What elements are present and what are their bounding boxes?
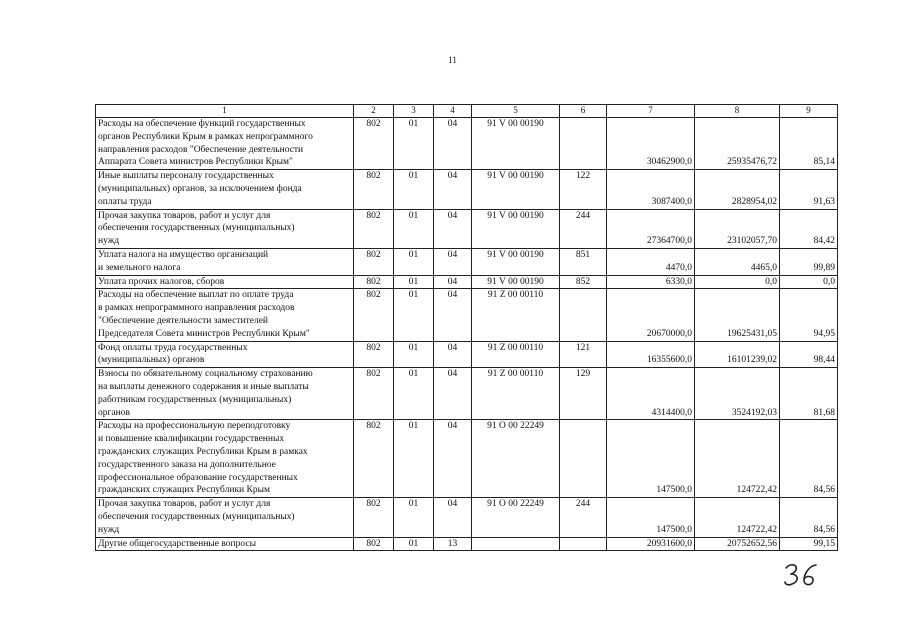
percent-cell: 84,56: [780, 498, 838, 537]
percent-cell: 84,56: [780, 420, 838, 498]
executed-amount-cell: 0,0: [695, 275, 780, 289]
section-cell: 01: [394, 209, 434, 248]
expense-type-cell: [560, 537, 607, 551]
planned-amount-cell: 147500,0: [607, 420, 695, 498]
row-name-cell: Расходы на обеспечение функций государственных органов Республики Крым в рамках непрограммного направления расходов "Обеспечение деятельности Аппарата Совета министров Республики Крым": [96, 118, 354, 170]
column-header: 2: [354, 105, 394, 118]
executed-amount-cell: 124722,42: [695, 498, 780, 537]
planned-amount-cell: 27364700,0: [607, 209, 695, 248]
percent-cell: 85,14: [780, 118, 838, 170]
section-cell: 01: [394, 341, 434, 368]
target-article-cell: 91 Z 00 00110: [472, 289, 560, 341]
expense-type-cell: 121: [560, 341, 607, 368]
planned-amount-cell: 30462900,0: [607, 118, 695, 170]
code-cell: 802: [354, 118, 394, 170]
target-article-cell: 91 Z 00 00110: [472, 341, 560, 368]
column-header: 4: [434, 105, 472, 118]
row-name-cell: Уплата налога на имущество организаций и земельного налога: [96, 248, 354, 275]
table-row: [96, 341, 838, 368]
section-cell: 01: [394, 368, 434, 420]
planned-amount-cell: 16355600,0: [607, 341, 695, 368]
column-header: 1: [96, 105, 354, 118]
planned-amount-cell: 20931600,0: [607, 537, 695, 551]
percent-cell: 99,89: [780, 248, 838, 275]
code-cell: 802: [354, 209, 394, 248]
section-cell: 01: [394, 420, 434, 498]
column-header: 8: [695, 105, 780, 118]
section-cell: 01: [394, 118, 434, 170]
expense-type-cell: [560, 118, 607, 170]
target-article-cell: 91 V 00 00190: [472, 170, 560, 209]
column-header: 9: [780, 105, 838, 118]
executed-amount-cell: 25935476,72: [695, 118, 780, 170]
code-cell: 802: [354, 420, 394, 498]
section-cell: 01: [394, 498, 434, 537]
subsection-cell: 04: [434, 248, 472, 275]
section-cell: 01: [394, 275, 434, 289]
expense-type-cell: [560, 420, 607, 498]
executed-amount-cell: 124722,42: [695, 420, 780, 498]
column-header: 5: [472, 105, 560, 118]
subsection-cell: 04: [434, 498, 472, 537]
row-name-cell: Уплата прочих налогов, сборов: [96, 275, 354, 289]
table-row: [96, 248, 838, 275]
executed-amount-cell: 20752652,56: [695, 537, 780, 551]
planned-amount-cell: 3087400,0: [607, 170, 695, 209]
table-row: [96, 170, 838, 209]
code-cell: 802: [354, 537, 394, 551]
handwritten-page-number-mark: [782, 562, 822, 588]
percent-cell: 91,63: [780, 170, 838, 209]
expense-type-cell: [560, 289, 607, 341]
row-name-cell: Расходы на профессиональную переподготовку и повышение квалификации государственных гражданских служащих Республики Крым в рамках государственного заказа на дополнительное профессиональное образование государственных гражданских служащих Республики Крым: [96, 420, 354, 498]
section-cell: 01: [394, 537, 434, 551]
planned-amount-cell: 6330,0: [607, 275, 695, 289]
subsection-cell: 13: [434, 537, 472, 551]
percent-cell: 99,15: [780, 537, 838, 551]
executed-amount-cell: 23102057,70: [695, 209, 780, 248]
budget-table: [95, 104, 838, 551]
row-name-cell: Фонд оплаты труда государственных (муниципальных) органов: [96, 341, 354, 368]
table-row: [96, 537, 838, 551]
target-article-cell: 91 Z 00 00110: [472, 368, 560, 420]
executed-amount-cell: 3524192,03: [695, 368, 780, 420]
executed-amount-cell: 4465,0: [695, 248, 780, 275]
table-row: [96, 209, 838, 248]
percent-cell: 0,0: [780, 275, 838, 289]
executed-amount-cell: 2828954,02: [695, 170, 780, 209]
header-row: [96, 105, 838, 118]
percent-cell: 84,42: [780, 209, 838, 248]
target-article-cell: 91 O 00 22249: [472, 420, 560, 498]
subsection-cell: 04: [434, 170, 472, 209]
row-name-cell: Иные выплаты персоналу государственных (муниципальных) органов, за исключением фонда оплаты труда: [96, 170, 354, 209]
expense-type-cell: 244: [560, 498, 607, 537]
table-row: [96, 275, 838, 289]
target-article-cell: 91 V 00 00190: [472, 248, 560, 275]
code-cell: 802: [354, 275, 394, 289]
section-cell: 01: [394, 248, 434, 275]
subsection-cell: 04: [434, 289, 472, 341]
code-cell: 802: [354, 248, 394, 275]
table-row: [96, 420, 838, 498]
expense-type-cell: 852: [560, 275, 607, 289]
section-cell: 01: [394, 289, 434, 341]
planned-amount-cell: 4314400,0: [607, 368, 695, 420]
percent-cell: 94,95: [780, 289, 838, 341]
table-row: [96, 118, 838, 170]
subsection-cell: 04: [434, 420, 472, 498]
percent-cell: 98,44: [780, 341, 838, 368]
planned-amount-cell: 4470,0: [607, 248, 695, 275]
section-cell: 01: [394, 170, 434, 209]
row-name-cell: Расходы на обеспечение выплат по оплате труда в рамках непрограммного направления расходов "Обеспечение деятельности заместителей Председателя Совета министров Республики Крым": [96, 289, 354, 341]
expense-type-cell: 129: [560, 368, 607, 420]
subsection-cell: 04: [434, 368, 472, 420]
row-name-cell: Прочая закупка товаров, работ и услуг для обеспечения государственных (муниципальных) нужд: [96, 498, 354, 537]
subsection-cell: 04: [434, 341, 472, 368]
column-header: 3: [394, 105, 434, 118]
target-article-cell: [472, 537, 560, 551]
subsection-cell: 04: [434, 275, 472, 289]
planned-amount-cell: 20670000,0: [607, 289, 695, 341]
target-article-cell: 91 V 00 00190: [472, 209, 560, 248]
page-number: 11: [448, 55, 457, 65]
percent-cell: 81,68: [780, 368, 838, 420]
target-article-cell: 91 V 00 00190: [472, 275, 560, 289]
table-row: [96, 498, 838, 537]
planned-amount-cell: 147500,0: [607, 498, 695, 537]
table-row: [96, 368, 838, 420]
subsection-cell: 04: [434, 118, 472, 170]
executed-amount-cell: 16101239,02: [695, 341, 780, 368]
expense-type-cell: 122: [560, 170, 607, 209]
code-cell: 802: [354, 368, 394, 420]
code-cell: 802: [354, 498, 394, 537]
target-article-cell: 91 V 00 00190: [472, 118, 560, 170]
column-header: 6: [560, 105, 607, 118]
executed-amount-cell: 19625431,05: [695, 289, 780, 341]
row-name-cell: Взносы по обязательному социальному страхованию на выплаты денежного содержания и иные выплаты работникам государственных (муниципальных) органов: [96, 368, 354, 420]
expense-type-cell: 851: [560, 248, 607, 275]
row-name-cell: Прочая закупка товаров, работ и услуг для обеспечения государственных (муниципальных) нужд: [96, 209, 354, 248]
column-header: 7: [607, 105, 695, 118]
code-cell: 802: [354, 170, 394, 209]
code-cell: 802: [354, 341, 394, 368]
table-row: [96, 289, 838, 341]
target-article-cell: 91 O 00 22249: [472, 498, 560, 537]
row-name-cell: Другие общегосударственные вопросы: [96, 537, 354, 551]
expense-type-cell: 244: [560, 209, 607, 248]
subsection-cell: 04: [434, 209, 472, 248]
code-cell: 802: [354, 289, 394, 341]
